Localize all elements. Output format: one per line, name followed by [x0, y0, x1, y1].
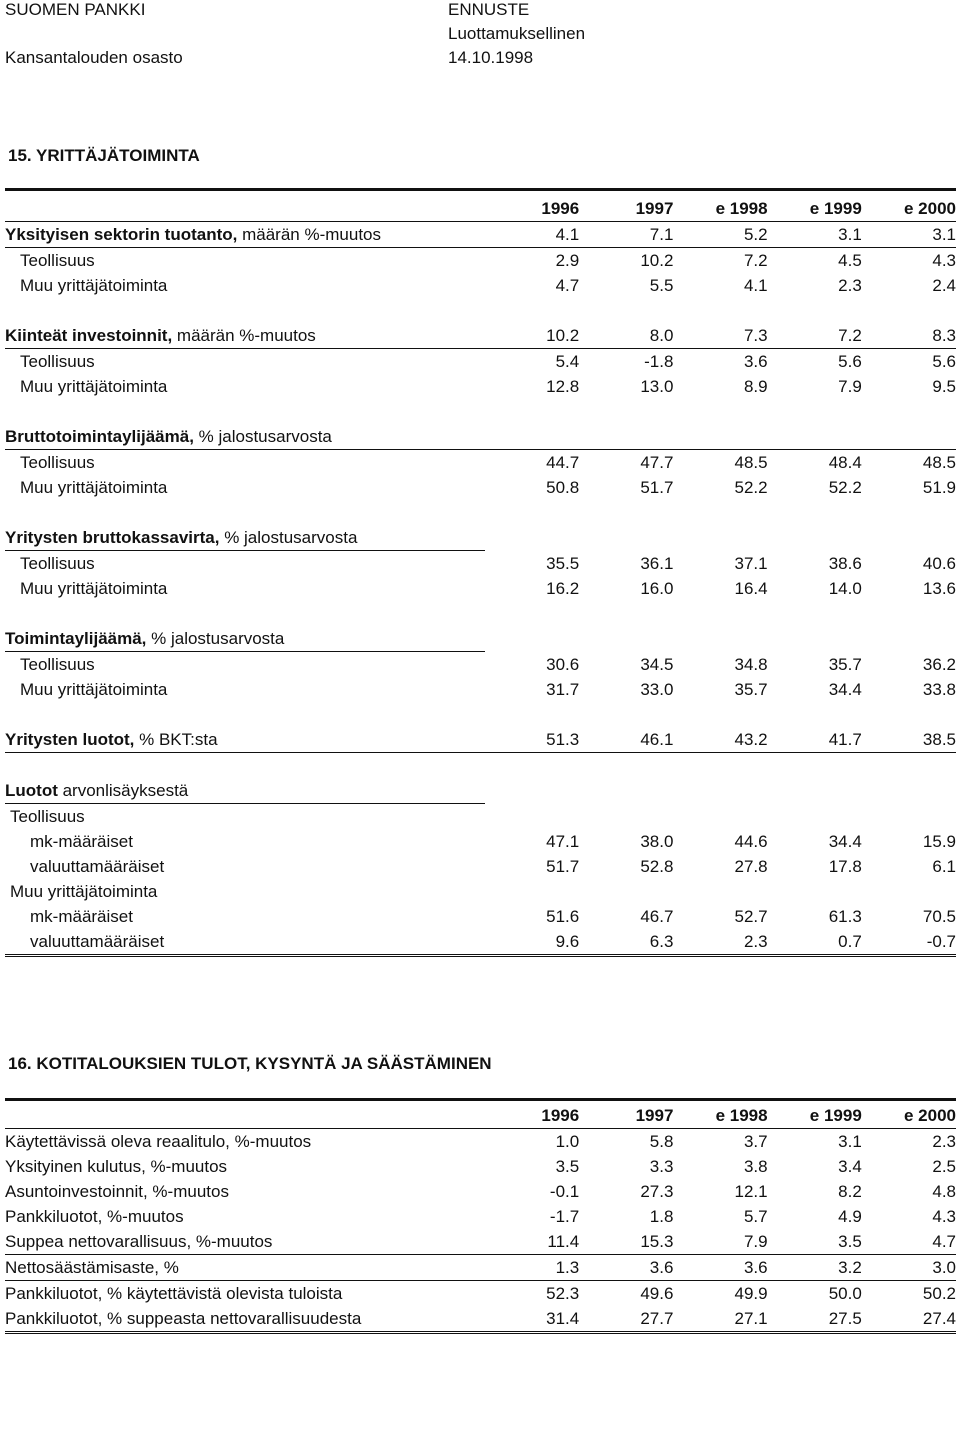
- col-e1998: e 1998: [673, 1103, 767, 1129]
- col-e2000: e 2000: [862, 196, 956, 222]
- table-row: Nettosäästämisaste, % 1.3 3.6 3.6 3.2 3.0: [5, 1255, 956, 1281]
- table-row: Teollisuus: [10, 807, 85, 826]
- table-row: Yksityinen kulutus, %-muutos 3.5 3.3 3.8 3.4 2.5: [5, 1157, 956, 1176]
- section15-table: [5, 196, 956, 957]
- table-row: [5, 525, 956, 551]
- table-row: [5, 424, 956, 450]
- table-row: Pankkiluotot, % käytettävistä olevista tuloista 52.3 49.6 49.9 50.0 50.2: [5, 1284, 956, 1303]
- table-row: valuuttamääräiset 9.6 6.3 2.3 0.7 -0.7: [5, 929, 956, 956]
- section15-top-rule: [5, 188, 956, 191]
- department: Kansantalouden osasto: [5, 48, 183, 67]
- table-row: [5, 778, 956, 804]
- table-row: Muu yrittäjätoiminta 50.8 51.7 52.2 52.2 51.9: [20, 478, 956, 497]
- group-heading: Bruttotoimintaylijäämä, % jalostusarvosta: [5, 424, 485, 450]
- table-row: Suppea nettovarallisuus, %-muutos 11.4 15.3 7.9 3.5 4.7: [5, 1229, 956, 1255]
- group-heading: Toimintaylijäämä, % jalostusarvosta: [5, 626, 485, 652]
- table-row: Muu yrittäjätoiminta 4.7 5.5 4.1 2.3 2.4: [20, 276, 956, 295]
- table-row: Asuntoinvestoinnit, %-muutos -0.1 27.3 12.1 8.2 4.8: [5, 1182, 956, 1201]
- document-date: 14.10.1998: [448, 48, 534, 67]
- confidentiality: Luottamuksellinen: [448, 24, 586, 43]
- table-row: [5, 626, 956, 652]
- table-row: valuuttamääräiset 51.7 52.8 27.8 17.8 6.1: [30, 857, 956, 876]
- col-e1998: e 1998: [673, 196, 767, 222]
- section16-top-rule: [5, 1098, 956, 1101]
- section15-title: 15. YRITTÄJÄTOIMINTA: [8, 146, 200, 165]
- header-row: [5, 1103, 956, 1129]
- table-row: mk-määräiset 47.1 38.0 44.6 34.4 15.9: [30, 832, 956, 851]
- table-row: Yksityisen sektorin tuotanto, määrän %-muutos 4.1 7.1 5.2 3.1 3.1: [5, 222, 956, 248]
- table-row: Muu yrittäjätoiminta 16.2 16.0 16.4 14.0 13.6: [20, 579, 956, 598]
- col-1996: 1996: [485, 1103, 579, 1129]
- header-row: [5, 196, 956, 222]
- table-row: Muu yrittäjätoiminta 31.7 33.0 35.7 34.4 33.8: [20, 680, 956, 699]
- col-e2000: e 2000: [862, 1103, 956, 1129]
- table-row: Yritysten luotot, % BKT:sta 51.3 46.1 43.2 41.7 38.5: [5, 727, 956, 753]
- col-e1999: e 1999: [768, 1103, 862, 1129]
- table-row: Muu yrittäjätoiminta: [10, 882, 158, 901]
- col-e1999: e 1999: [768, 196, 862, 222]
- table-row: Käytettävissä oleva reaalitulo, %-muutos 1.0 5.8 3.7 3.1 2.3: [5, 1132, 956, 1151]
- col-1997: 1997: [579, 196, 673, 222]
- group-heading: Yritysten bruttokassavirta, % jalostusarvosta: [5, 525, 485, 551]
- table-row: Kiinteät investoinnit, määrän %-muutos 10.2 8.0 7.3 7.2 8.3: [5, 323, 956, 349]
- col-1997: 1997: [579, 1103, 673, 1129]
- table-row: Teollisuus 5.4 -1.8 3.6 5.6 5.6: [20, 352, 956, 371]
- org-name: SUOMEN PANKKI: [5, 0, 146, 19]
- table-row: Teollisuus 2.9 10.2 7.2 4.5 4.3: [20, 251, 956, 270]
- table-row: Teollisuus 35.5 36.1 37.1 38.6 40.6: [20, 553, 956, 573]
- table-row: mk-määräiset 51.6 46.7 52.7 61.3 70.5: [30, 907, 956, 926]
- group-heading: Yksityisen sektorin tuotanto, määrän %-muutos: [5, 222, 485, 248]
- table-row: Pankkiluotot, % suppeasta nettovarallisuudesta 31.4 27.7 27.1 27.5 27.4: [5, 1306, 956, 1333]
- table-row: Pankkiluotot, %-muutos -1.7 1.8 5.7 4.9 4.3: [5, 1207, 956, 1226]
- section16-title: 16. KOTITALOUKSIEN TULOT, KYSYNTÄ JA SÄÄSTÄMINEN: [8, 1054, 492, 1073]
- doc-type: ENNUSTE: [448, 0, 530, 19]
- table-row: Teollisuus 30.6 34.5 34.8 35.7 36.2: [20, 654, 956, 674]
- group-heading: Luotot arvonlisäyksestä: [5, 778, 485, 804]
- table-row: Teollisuus 44.7 47.7 48.5 48.4 48.5: [20, 453, 956, 472]
- group-heading: Kiinteät investoinnit, määrän %-muutos: [5, 323, 485, 349]
- table-row: Muu yrittäjätoiminta 12.8 13.0 8.9 7.9 9.5: [20, 377, 956, 396]
- section16-table: [5, 1103, 956, 1334]
- col-1996: 1996: [485, 196, 579, 222]
- group-heading: Yritysten luotot, % BKT:sta: [5, 727, 485, 753]
